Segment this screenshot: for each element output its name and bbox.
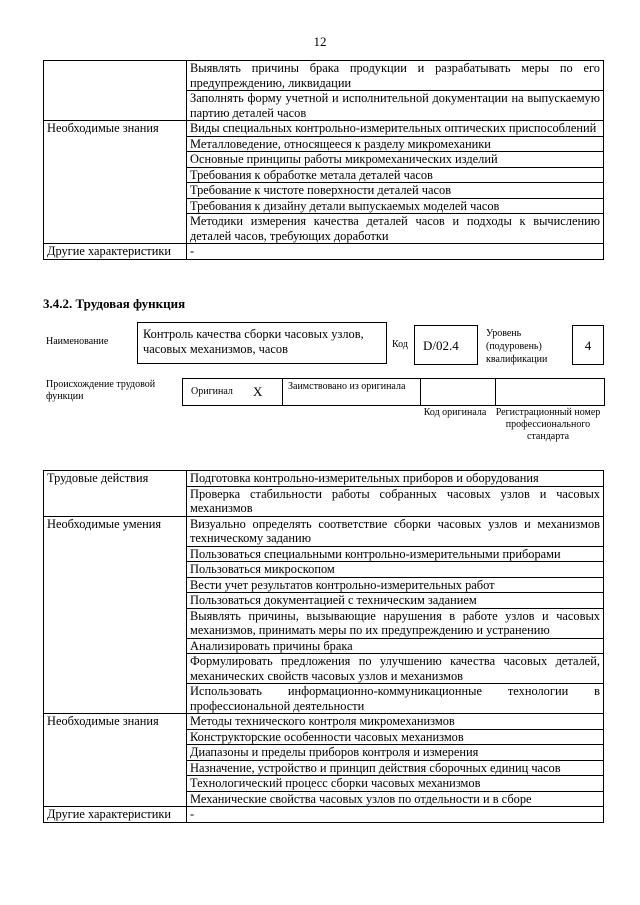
row-label: Трудовые действия [44,471,187,517]
reg-number-caption: Регистрационный номер профессионального стандарта [495,407,601,442]
row-item: Технологический процесс сборки часовых механизмов [187,776,604,792]
row-item: Требования к обработке метала деталей часов [187,167,604,183]
row-item: Пользоваться микроскопом [187,562,604,578]
code-value-box: D/02.4 [414,325,478,365]
function-name-box: Контроль качества сборки часовых узлов, часовых механизмов, часов [137,322,387,364]
row-item: Методики измерения качества деталей часов и подходы к вычислению деталей часов, требующих доработки [187,214,604,244]
table-row [44,471,604,487]
row-item: Методы технического контроля микромеханизмов [187,714,604,730]
row-label: Необходимые знания [44,714,187,807]
origin-box [182,378,605,406]
row-label: Другие характеристики [44,807,187,823]
origin-label: Происхождение трудовой функции [46,379,156,402]
row-item: Проверка стабильности работы собранных часовых узлов и часовых механизмов [187,486,604,516]
table-row [44,244,604,260]
row-item: Основные принципы работы микромеханических изделий [187,152,604,168]
code-original-caption: Код оригинала [423,407,487,418]
code-label: Код [392,339,408,350]
table-row [44,807,604,823]
row-label [44,61,187,121]
row-item: Пользоваться специальными контрольно-измерительными приборами [187,546,604,562]
row-item: Формулировать предложения по улучшению качества часовых деталей, механических свойств часовых узлов и механизмов [187,654,604,684]
row-item: - [187,244,604,260]
row-item: Выявлять причины, вызывающие нарушения в работе узлов и часовых механизмов, принимать меры по их предупреждению и устранению [187,608,604,638]
row-item: Вести учет результатов контрольно-измерительных работ [187,577,604,593]
borrowed-label: Заимствовано из оригинала [288,381,406,392]
row-item: Использовать информационно-коммуникационные технологии в профессиональной деятельности [187,684,604,714]
origin-divider-1 [282,379,283,405]
origin-divider-3 [495,379,496,405]
table-row [44,714,604,730]
row-item: Конструкторские особенности часовых механизмов [187,729,604,745]
row-item: Диапазоны и пределы приборов контроля и измерения [187,745,604,761]
table-row [44,121,604,137]
row-item: Подготовка контрольно-измерительных приборов и оборудования [187,471,604,487]
page-number: 12 [313,34,327,49]
row-item: Механические свойства часовых узлов по отдельности и в сборе [187,791,604,807]
function-table [43,470,604,823]
row-item: Выявлять причины брака продукции и разрабатывать меры по его предупреждению, ликвидации [187,61,604,91]
table-row [44,61,604,91]
row-item: Назначение, устройство и принцип действия сборочных единиц часов [187,760,604,776]
row-item: Заполнять форму учетной и исполнительной документации на выпускаемую партию деталей часов [187,91,604,121]
origin-divider-2 [420,379,421,405]
section-heading: 3.4.2. Трудовая функция [43,296,186,311]
level-value-box: 4 [572,325,604,365]
original-mark: X [253,384,263,399]
knowledge-table-top [43,60,604,260]
row-item: Анализировать причины брака [187,638,604,654]
original-label: Оригинал [191,386,233,397]
row-label: Другие характеристики [44,244,187,260]
row-item: Виды специальных контрольно-измерительных оптических приспособлений [187,121,604,137]
row-label: Необходимые умения [44,516,187,714]
row-label: Необходимые знания [44,121,187,244]
row-item: - [187,807,604,823]
row-item: Пользоваться документацией с техническим заданием [187,593,604,609]
row-item: Требования к дизайну детали выпускаемых моделей часов [187,198,604,214]
row-item: Металловедение, относящееся к разделу микромеханики [187,136,604,152]
row-item: Визуально определять соответствие сборки часовых узлов и механизмов техническому заданию [187,516,604,546]
name-label: Наименование [46,336,109,347]
level-label: Уровень (подуровень) квалификации [486,328,548,365]
table-row [44,516,604,546]
row-item: Требование к чистоте поверхности деталей часов [187,183,604,199]
